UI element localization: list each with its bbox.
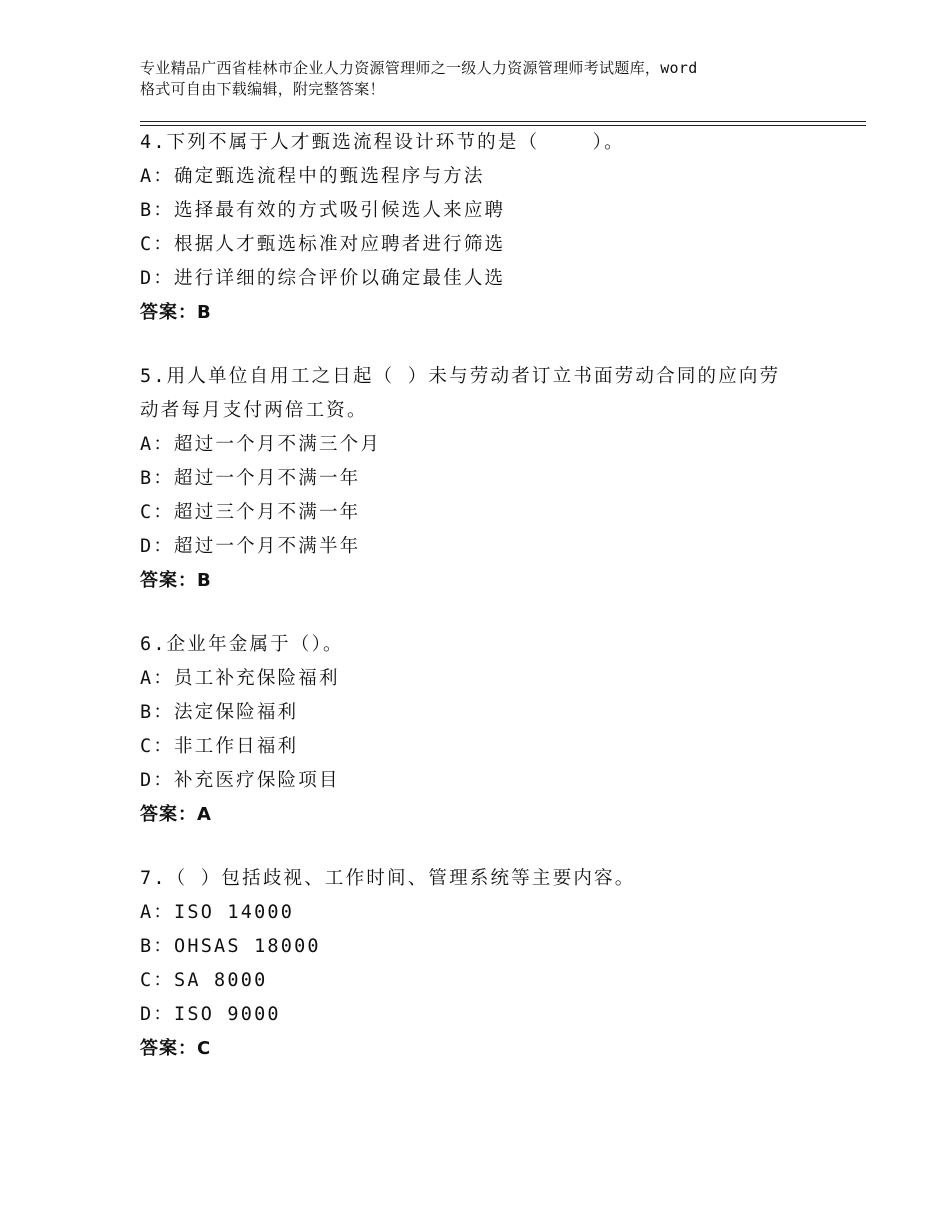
- question-stem-continued: 动者每月支付两倍工资。: [140, 400, 368, 421]
- option-a: A：确定甄选流程中的甄选程序与方法: [140, 166, 485, 187]
- option-b: B：法定保险福利: [140, 702, 299, 723]
- question-stem: 4.下列不属于人才甄选流程设计环节的是（ ）。: [140, 132, 625, 153]
- question-stem: 7.（ ）包括歧视、工作时间、管理系统等主要内容。: [140, 868, 636, 889]
- option-a: A：ISO 14000: [140, 902, 295, 923]
- option-c: C：超过三个月不满一年: [140, 502, 361, 523]
- answer-label: 答案：B: [140, 570, 212, 591]
- option-d: D：超过一个月不满半年: [140, 536, 361, 557]
- option-d: D：进行详细的综合评价以确定最佳人选: [140, 268, 506, 289]
- option-c: C：非工作日福利: [140, 736, 299, 757]
- option-c: C：根据人才甄选标准对应聘者进行筛选: [140, 234, 506, 255]
- option-d: D：补充医疗保险项目: [140, 770, 340, 791]
- question-stem: 5.用人单位自用工之日起（ ）未与劳动者订立书面劳动合同的应向劳: [140, 366, 781, 387]
- option-c: C：SA 8000: [140, 970, 268, 991]
- question-6: [140, 628, 840, 832]
- header-divider-top: [140, 121, 866, 122]
- option-b: B：选择最有效的方式吸引候选人来应聘: [140, 200, 506, 221]
- option-d: D：ISO 9000: [140, 1004, 281, 1025]
- question-5: [140, 360, 840, 598]
- header-line-1: 专业精品广西省桂林市企业人力资源管理师之一级人力资源管理师考试题库，word: [140, 59, 698, 77]
- question-stem: 6.企业年金属于（）。: [140, 634, 344, 655]
- question-7: [140, 862, 840, 1066]
- question-4: [140, 126, 840, 330]
- option-b: B：OHSAS 18000: [140, 936, 321, 957]
- answer-label: 答案：B: [140, 302, 212, 323]
- option-a: A：员工补充保险福利: [140, 668, 340, 689]
- option-a: A：超过一个月不满三个月: [140, 434, 382, 455]
- answer-label: 答案：A: [140, 804, 212, 825]
- answer-label: 答案：C: [140, 1038, 212, 1059]
- document-header: [140, 58, 820, 100]
- option-b: B：超过一个月不满一年: [140, 468, 361, 489]
- question-list: [140, 126, 840, 1096]
- header-line-2: 格式可自由下载编辑，附完整答案！: [140, 80, 385, 98]
